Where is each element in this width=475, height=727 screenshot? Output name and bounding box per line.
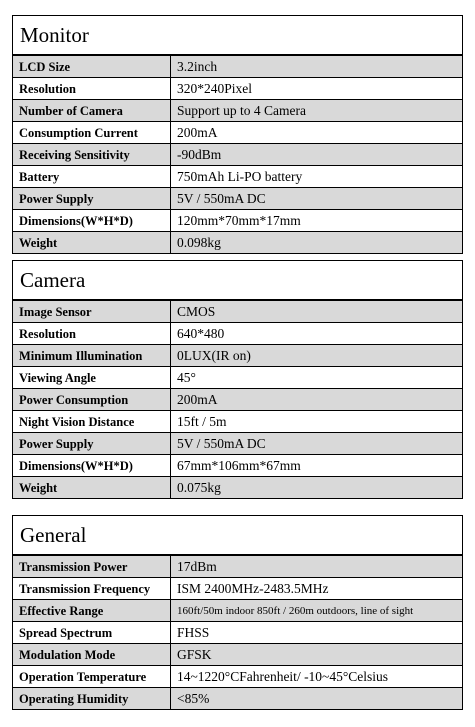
spec-value: 640*480 <box>171 323 463 345</box>
table-row <box>13 323 463 345</box>
spec-value: GFSK <box>171 644 463 666</box>
spec-rows <box>13 301 463 499</box>
spec-label: Battery <box>13 166 171 188</box>
spec-label: Resolution <box>13 323 171 345</box>
spec-value: 67mm*106mm*67mm <box>171 455 463 477</box>
spec-table <box>12 55 463 254</box>
spec-label: Consumption Current <box>13 122 171 144</box>
spec-label: Effective Range <box>13 600 171 622</box>
spec-value: 14~1220°CFahrenheit/ -10~45°Celsius <box>171 666 463 688</box>
spec-value: 0.098kg <box>171 232 463 254</box>
spec-value: 750mAh Li-PO battery <box>171 166 463 188</box>
spec-value: 200mA <box>171 389 463 411</box>
spec-value: 17dBm <box>171 556 463 578</box>
spec-label: Weight <box>13 232 171 254</box>
spec-label: Night Vision Distance <box>13 411 171 433</box>
spec-rows <box>13 56 463 254</box>
spec-value: 15ft / 5m <box>171 411 463 433</box>
section-title: Camera <box>12 260 463 300</box>
spec-table <box>12 555 463 710</box>
spec-label: Modulation Mode <box>13 644 171 666</box>
section-title: Monitor <box>12 15 463 55</box>
table-row <box>13 345 463 367</box>
table-row <box>13 232 463 254</box>
spec-value: 160ft/50m indoor 850ft / 260m outdoors, line of sight <box>171 600 463 622</box>
spec-label: Operating Humidity <box>13 688 171 710</box>
spec-value: 200mA <box>171 122 463 144</box>
spec-label: Number of Camera <box>13 100 171 122</box>
spec-label: Resolution <box>13 78 171 100</box>
spec-label: Power Supply <box>13 188 171 210</box>
table-row <box>13 644 463 666</box>
section-title: General <box>12 515 463 555</box>
spec-value: 5V / 550mA DC <box>171 188 463 210</box>
spec-value: FHSS <box>171 622 463 644</box>
spec-label: Image Sensor <box>13 301 171 323</box>
spec-label: LCD Size <box>13 56 171 78</box>
spec-value: 0.075kg <box>171 477 463 499</box>
table-row <box>13 166 463 188</box>
table-row <box>13 210 463 232</box>
spec-label: Dimensions(W*H*D) <box>13 210 171 232</box>
general-section <box>12 515 463 710</box>
table-row <box>13 389 463 411</box>
spec-label: Transmission Frequency <box>13 578 171 600</box>
spec-value: 3.2inch <box>171 56 463 78</box>
spec-value: ISM 2400MHz-2483.5MHz <box>171 578 463 600</box>
spec-label: Transmission Power <box>13 556 171 578</box>
spec-value: -90dBm <box>171 144 463 166</box>
spec-label: Spread Spectrum <box>13 622 171 644</box>
monitor-section <box>12 15 463 254</box>
spec-value: 45° <box>171 367 463 389</box>
spec-label: Power Supply <box>13 433 171 455</box>
spec-value: 5V / 550mA DC <box>171 433 463 455</box>
table-row <box>13 100 463 122</box>
table-row <box>13 78 463 100</box>
table-row <box>13 688 463 710</box>
spec-label: Weight <box>13 477 171 499</box>
spec-label: Power Consumption <box>13 389 171 411</box>
spec-label: Viewing Angle <box>13 367 171 389</box>
table-row <box>13 122 463 144</box>
spec-value: 120mm*70mm*17mm <box>171 210 463 232</box>
spec-value: Support up to 4 Camera <box>171 100 463 122</box>
spec-label: Operation Temperature <box>13 666 171 688</box>
table-row <box>13 433 463 455</box>
table-row <box>13 600 463 622</box>
spec-table <box>12 300 463 499</box>
camera-section <box>12 260 463 499</box>
table-row <box>13 301 463 323</box>
table-row <box>13 622 463 644</box>
table-row <box>13 411 463 433</box>
table-row <box>13 578 463 600</box>
spec-value: 320*240Pixel <box>171 78 463 100</box>
table-row <box>13 666 463 688</box>
table-row <box>13 477 463 499</box>
spec-value: CMOS <box>171 301 463 323</box>
spec-value: <85% <box>171 688 463 710</box>
spec-rows <box>13 556 463 710</box>
table-row <box>13 455 463 477</box>
spec-label: Receiving Sensitivity <box>13 144 171 166</box>
spec-label: Minimum Illumination <box>13 345 171 367</box>
spec-value: 0LUX(IR on) <box>171 345 463 367</box>
table-row <box>13 188 463 210</box>
spec-label: Dimensions(W*H*D) <box>13 455 171 477</box>
table-row <box>13 56 463 78</box>
table-row <box>13 144 463 166</box>
table-row <box>13 556 463 578</box>
table-row <box>13 367 463 389</box>
